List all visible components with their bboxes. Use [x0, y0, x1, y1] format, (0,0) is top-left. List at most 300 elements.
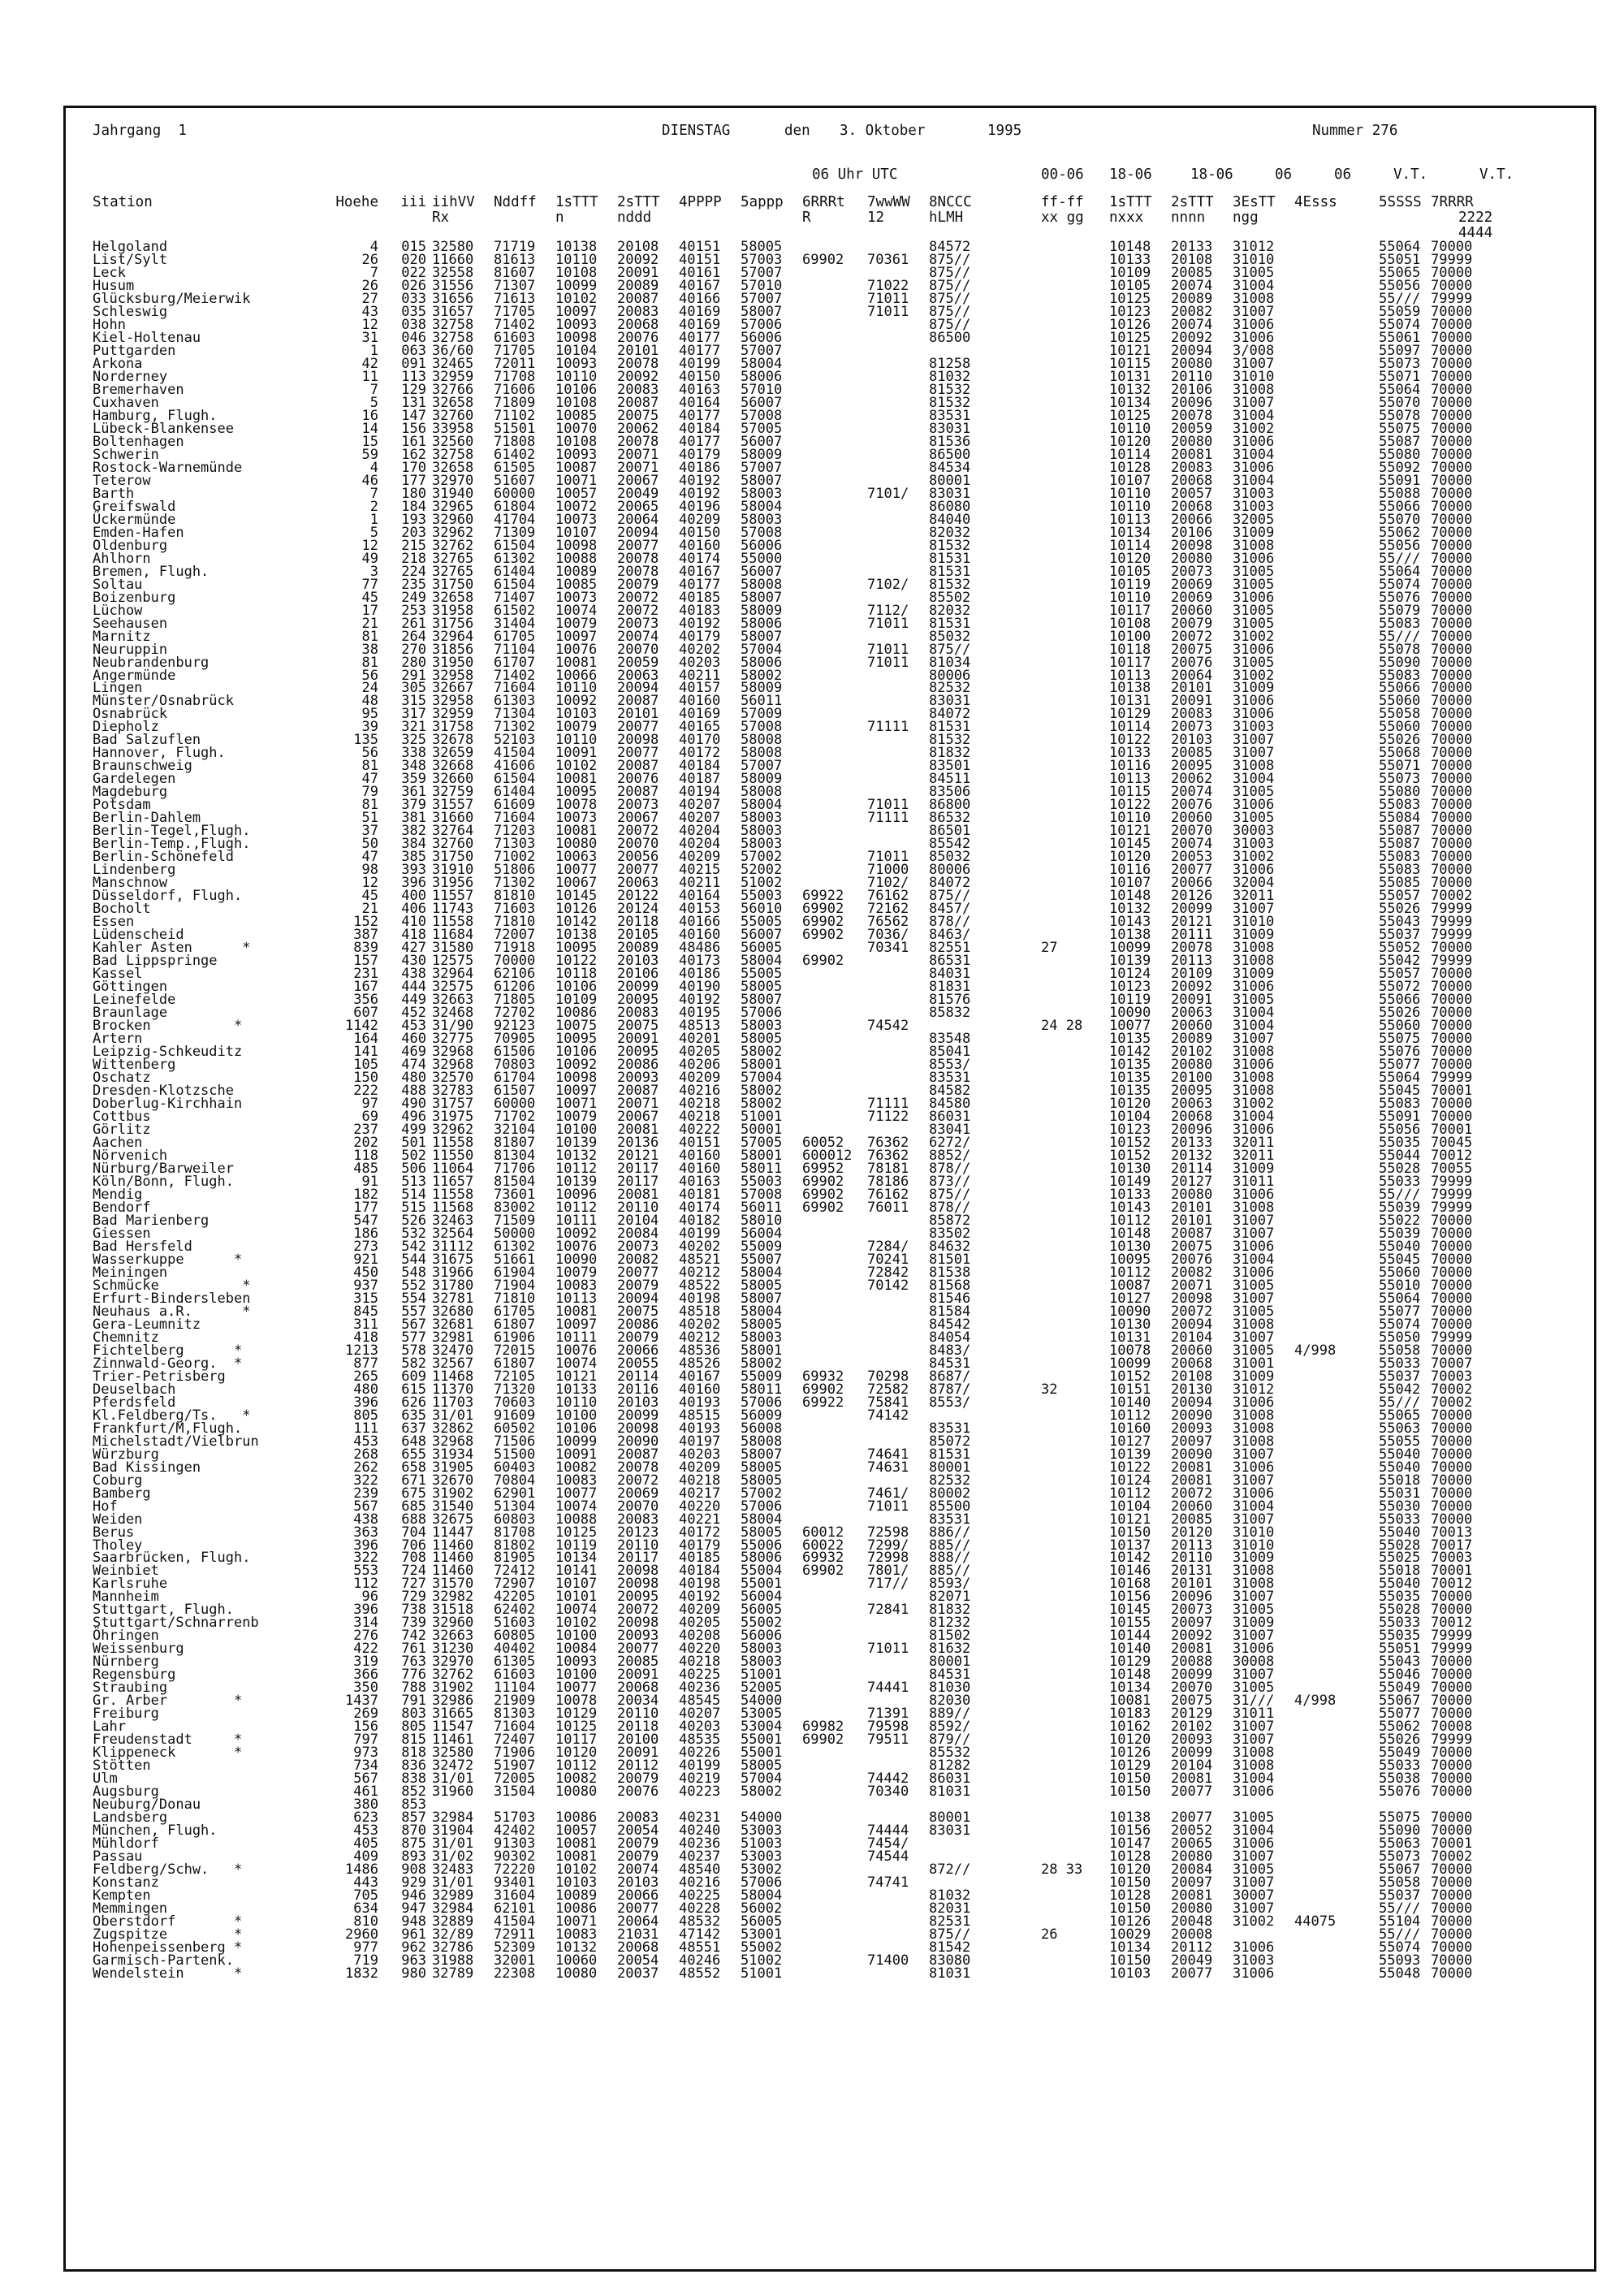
cell-5ssss: 55087	[1379, 433, 1421, 450]
station-name: Bremen, Flugh.	[93, 563, 209, 580]
cell-2sttt-min: 20099	[1171, 1667, 1213, 1684]
cell-2sttt-min: 20077	[1171, 1810, 1213, 1827]
cell-7rrrr: 70000	[1431, 1498, 1473, 1515]
cell-2sttt: 20090	[617, 1433, 659, 1450]
cell-4pppp: 40169	[679, 303, 721, 320]
cell-1sttt-max: 10138	[1109, 927, 1151, 944]
cell-1sttt-max: 10107	[1109, 875, 1151, 892]
cell-7rrrr: 70002	[1431, 1848, 1473, 1866]
cell-5ssss: 55097	[1379, 342, 1421, 359]
cell-1sttt: 10139	[555, 1173, 598, 1190]
cell-2sttt-min: 20104	[1171, 1758, 1213, 1775]
cell-7rrrr: 70000	[1431, 1913, 1473, 1931]
cell-7rrrr: 70003	[1431, 1368, 1473, 1385]
cell-2sttt-min: 20096	[1171, 1121, 1213, 1138]
cell-nddff: 81905	[494, 1550, 536, 1567]
cell-2sttt-min: 20072	[1171, 1485, 1213, 1502]
cell-3estt: 31004	[1233, 472, 1275, 489]
cell-iii: 554	[401, 1290, 426, 1307]
cell-nddff: 71810	[494, 914, 536, 931]
cell-4pppp: 40177	[679, 407, 721, 424]
cell-5appp: 55002	[741, 1939, 783, 1957]
cell-3estt: 31///	[1233, 1693, 1275, 1710]
cell-nddff: 51304	[494, 1498, 536, 1515]
station-name: Neubrandenburg	[93, 654, 209, 671]
vt1-header: V.T.	[1393, 166, 1428, 183]
cell-5ssss: 55043	[1379, 1654, 1421, 1671]
cell-4pppp: 40187	[679, 771, 721, 788]
cell-2sttt-min: 20081	[1171, 1641, 1213, 1658]
cell-4pppp: 40202	[679, 1316, 721, 1333]
cell-nddff: 81708	[494, 1524, 536, 1541]
cell-2sttt-min: 20097	[1171, 1615, 1213, 1632]
cell-2sttt: 20093	[617, 1070, 659, 1087]
cell-5appp: 55004	[741, 1563, 783, 1580]
cell-iihvv: 32760	[432, 836, 474, 853]
cell-2sttt: 20078	[617, 550, 659, 567]
cell-7rrrr: 70000	[1431, 355, 1473, 372]
vt2-header: V.T.	[1479, 166, 1514, 183]
cell-1sttt: 10071	[555, 1913, 598, 1931]
cell-1sttt-max: 10150	[1109, 1952, 1151, 1970]
cell-nddff: 61504	[494, 771, 536, 788]
station-name: Berlin-Tegel,Flugh.	[93, 823, 251, 840]
cell-hoehe: 387	[353, 927, 378, 944]
station-name: Karlsruhe	[93, 1576, 168, 1593]
cell-1sttt-max: 10090	[1109, 1005, 1151, 1022]
cell-3estt: 31006	[1233, 1784, 1275, 1801]
cell-1sttt-max: 10120	[1109, 849, 1151, 866]
cell-iihvv: 31757	[432, 1096, 474, 1112]
cell-2sttt-min: 20098	[1171, 1290, 1213, 1307]
cell-iii: 515	[401, 1199, 426, 1216]
cell-3estt: 31006	[1233, 862, 1275, 879]
cell-iii: 853	[401, 1797, 426, 1814]
cell-1sttt-max: 10135	[1109, 1031, 1151, 1048]
station-name: Zugspitze *	[93, 1926, 243, 1944]
cell-5appp: 55005	[741, 914, 783, 931]
cell-7rrrr: 79999	[1431, 1186, 1473, 1203]
cell-4pppp: 40237	[679, 1848, 721, 1866]
cell-nddff: 61305	[494, 1654, 536, 1671]
cell-5ssss: 55063	[1379, 1836, 1421, 1853]
cell-iii: 514	[401, 1186, 426, 1203]
station-name: Hamburg, Flugh.	[93, 407, 218, 424]
cell-6rrrt: 69902	[802, 1563, 844, 1580]
station-name: Michelstadt/Vielbrun	[93, 1433, 259, 1450]
cell-2sttt: 20103	[617, 1874, 659, 1892]
cell-iii: 761	[401, 1641, 426, 1658]
cell-1sttt-max: 10128	[1109, 1887, 1151, 1905]
cell-7rrrr: 79999	[1431, 1329, 1473, 1346]
cell-2sttt: 20079	[617, 1771, 659, 1788]
cell-5ssss: 55037	[1379, 1887, 1421, 1905]
col-header-1sttt-max-sub: nxxx	[1109, 210, 1144, 226]
cell-3estt: 31008	[1233, 1407, 1275, 1424]
cell-7rrrr: 70055	[1431, 1160, 1473, 1177]
cell-4pppp: 40212	[679, 1329, 721, 1346]
cell-iihvv: 32962	[432, 524, 474, 541]
cell-7rrrr: 70000	[1431, 420, 1473, 437]
cell-3estt: 31004	[1233, 771, 1275, 788]
cell-5appp: 53001	[741, 1926, 783, 1944]
cell-8nccc: 83531	[929, 1420, 971, 1437]
cell-2sttt-min: 20099	[1171, 1745, 1213, 1762]
cell-nddff: 72412	[494, 1563, 536, 1580]
cell-1sttt: 10093	[555, 355, 598, 372]
cell-2sttt-min: 20080	[1171, 1900, 1213, 1918]
cell-1sttt: 10103	[555, 706, 598, 723]
cell-1sttt: 10106	[555, 1420, 598, 1437]
cell-2sttt: 20108	[617, 239, 659, 255]
cell-8nccc: 8787/	[929, 1381, 971, 1398]
cell-1sttt: 10139	[555, 1134, 598, 1151]
cell-1sttt-max: 10152	[1109, 1147, 1151, 1164]
cell-8nccc: 81532	[929, 732, 971, 749]
cell-1sttt-max: 10134	[1109, 394, 1151, 411]
cell-8nccc: 81542	[929, 1939, 971, 1957]
cell-iii: 490	[401, 1096, 426, 1112]
cell-7rrrr: 70003	[1431, 1550, 1473, 1567]
cell-hoehe: 77	[361, 576, 378, 593]
cell-iihvv: 32758	[432, 446, 474, 463]
cell-7rrrr: 70000	[1431, 1926, 1473, 1944]
cell-iii: 635	[401, 1407, 426, 1424]
cell-2sttt: 20082	[617, 1251, 659, 1268]
cell-4pppp: 40186	[679, 966, 721, 983]
cell-8nccc: 85832	[929, 1005, 971, 1022]
cell-iihvv: 32781	[432, 1290, 474, 1307]
station-name: Bocholt	[93, 901, 151, 918]
cell-7rrrr: 70000	[1431, 1108, 1473, 1125]
cell-3estt: 31005	[1233, 992, 1275, 1009]
cell-hoehe: 81	[361, 628, 378, 645]
cell-iii: 162	[401, 446, 426, 463]
cell-1sttt: 10101	[555, 1589, 598, 1606]
cell-2sttt: 20087	[617, 758, 659, 775]
cell-7wwww: 70361	[867, 251, 909, 268]
cell-1sttt-max: 10150	[1109, 1771, 1151, 1788]
cell-iii: 788	[401, 1680, 426, 1697]
cell-1sttt-max: 10145	[1109, 1602, 1151, 1619]
cell-hoehe: 5	[369, 524, 378, 541]
cell-iii: 396	[401, 875, 426, 892]
cell-4pppp: 40223	[679, 1784, 721, 1801]
cell-nddff: 61609	[494, 797, 536, 814]
cell-iihvv: 32558	[432, 264, 474, 281]
cell-5ssss: 55037	[1379, 1368, 1421, 1385]
cell-iii: 961	[401, 1926, 426, 1944]
station-name: Köln/Bonn, Flugh.	[93, 1173, 234, 1190]
cell-hoehe: 553	[353, 1563, 378, 1580]
cell-iii: 379	[401, 797, 426, 814]
cell-1sttt-max: 10129	[1109, 1758, 1151, 1775]
cell-1sttt-max: 10110	[1109, 498, 1151, 515]
cell-7rrrr: 70000	[1431, 407, 1473, 424]
cell-7wwww: 74444	[867, 1823, 909, 1840]
cell-hoehe: 322	[353, 1550, 378, 1567]
cell-5appp: 56007	[741, 433, 783, 450]
cell-iii: 180	[401, 485, 426, 502]
cell-2sttt: 20070	[617, 1498, 659, 1515]
cell-1sttt: 10102	[555, 290, 598, 307]
cell-1sttt: 10097	[555, 303, 598, 320]
station-name: Osnabrück	[93, 706, 168, 723]
cell-iii: 738	[401, 1602, 426, 1619]
cell-8nccc: 875//	[929, 888, 971, 905]
cell-2sttt-min: 20092	[1171, 329, 1213, 346]
cell-4pppp: 40220	[679, 1498, 721, 1515]
cell-1sttt-max: 10130	[1109, 1160, 1151, 1177]
cell-3estt: 31002	[1233, 628, 1275, 645]
cell-3estt: 31002	[1233, 849, 1275, 866]
cell-2sttt: 20083	[617, 303, 659, 320]
cell-7rrrr: 70000	[1431, 1290, 1473, 1307]
cell-7wwww: 717//	[867, 1576, 909, 1593]
cell-5appp: 56005	[741, 1913, 783, 1931]
cell-2sttt: 20067	[617, 810, 659, 827]
cell-1sttt: 10086	[555, 1810, 598, 1827]
cell-2sttt: 20087	[617, 784, 659, 801]
cell-iihvv: 32470	[432, 1342, 474, 1359]
cell-3estt: 31007	[1233, 1511, 1275, 1528]
station-name: Konstanz	[93, 1874, 159, 1892]
cell-2sttt: 20081	[617, 1121, 659, 1138]
cell-iii: 131	[401, 394, 426, 411]
cell-1sttt: 10091	[555, 745, 598, 762]
cell-iii: 857	[401, 1810, 426, 1827]
cell-1sttt-max: 10131	[1109, 368, 1151, 385]
cell-5appp: 51001	[741, 1667, 783, 1684]
cell-hoehe: 105	[353, 1057, 378, 1074]
cell-4pppp: 40177	[679, 433, 721, 450]
cell-1sttt-max: 10149	[1109, 1173, 1151, 1190]
cell-iii: 739	[401, 1615, 426, 1632]
cell-1sttt: 10102	[555, 1615, 598, 1632]
cell-iihvv: 31/01	[432, 1836, 474, 1853]
cell-8nccc: 84534	[929, 459, 971, 476]
cell-1sttt-max: 10117	[1109, 602, 1151, 619]
cell-hoehe: 98	[361, 862, 378, 879]
cell-7wwww: 71111	[867, 1096, 909, 1112]
cell-7rrrr: 79999	[1431, 1628, 1473, 1645]
cell-4pppp: 40228	[679, 1900, 721, 1918]
col-header-6rrrt: 6RRRt	[802, 194, 845, 210]
cell-1sttt-max: 10114	[1109, 719, 1151, 736]
cell-iihvv: 32982	[432, 1589, 474, 1606]
cell-nddff: 71320	[494, 1381, 536, 1398]
station-name: Doberlug-Kirchhain	[93, 1096, 243, 1112]
cell-1sttt-max: 10126	[1109, 316, 1151, 333]
cell-nddff: 90302	[494, 1848, 536, 1866]
cell-7rrrr: 70013	[1431, 1524, 1473, 1541]
cell-hoehe: 356	[353, 992, 378, 1009]
cell-nddff: 51500	[494, 1446, 536, 1463]
cell-2sttt: 20112	[617, 1758, 659, 1775]
cell-1sttt: 10110	[555, 251, 598, 268]
cell-1sttt-max: 10108	[1109, 615, 1151, 632]
cell-1sttt: 10092	[555, 1225, 598, 1242]
station-name: Oschatz	[93, 1070, 151, 1087]
cell-3estt: 31007	[1233, 1031, 1275, 1048]
cell-4pppp: 40170	[679, 732, 721, 749]
cell-nddff: 31604	[494, 1887, 536, 1905]
cell-3estt: 31008	[1233, 1070, 1275, 1087]
cell-7rrrr: 70000	[1431, 1446, 1473, 1463]
cell-nddff: 52309	[494, 1939, 536, 1957]
cell-1sttt-max: 10140	[1109, 1394, 1151, 1411]
cell-iii: 410	[401, 914, 426, 931]
cell-4pppp: 40163	[679, 1173, 721, 1190]
cell-nddff: 71918	[494, 940, 536, 957]
station-name: Memmingen	[93, 1900, 168, 1918]
col-header-ffff: ff-ff	[1041, 194, 1084, 210]
cell-hoehe: 485	[353, 1160, 378, 1177]
cell-1sttt-max: 10134	[1109, 1939, 1151, 1957]
cell-hoehe: 26	[361, 251, 378, 268]
station-name: Stuttgart/Schnarrenb	[93, 1615, 259, 1632]
cell-4pppp: 40192	[679, 615, 721, 632]
cell-8nccc: 81831	[929, 979, 971, 996]
cell-7wwww: 70298	[867, 1368, 909, 1385]
cell-3estt: 31009	[1233, 1368, 1275, 1385]
cell-4pppp: 40209	[679, 511, 721, 528]
cell-8nccc: 8483/	[929, 1342, 971, 1359]
cell-1sttt-max: 10128	[1109, 1848, 1151, 1866]
col-header-4esss: 4Esss	[1294, 194, 1337, 210]
cell-4pppp: 40195	[679, 1005, 721, 1022]
cell-7wwww: 79598	[867, 1719, 909, 1736]
cell-hoehe: 315	[353, 1290, 378, 1307]
cell-7wwww: 71111	[867, 810, 909, 827]
cell-hoehe: 157	[353, 953, 378, 970]
cell-1sttt: 10107	[555, 524, 598, 541]
station-name: Bad Salzuflen	[93, 732, 201, 749]
cell-2sttt: 20063	[617, 875, 659, 892]
cell-iihvv: 31956	[432, 875, 474, 892]
cell-5ssss: 55083	[1379, 667, 1421, 684]
cell-nddff: 51607	[494, 472, 536, 489]
cell-5appp: 57007	[741, 758, 783, 775]
cell-nddff: 61504	[494, 537, 536, 554]
cell-4pppp: 40225	[679, 1887, 721, 1905]
cell-5appp: 56005	[741, 940, 783, 957]
cell-5ssss: 55026	[1379, 901, 1421, 918]
cell-iii: 724	[401, 1563, 426, 1580]
cell-8nccc: 86501	[929, 823, 971, 840]
cell-5appp: 57007	[741, 342, 783, 359]
cell-hoehe: 164	[353, 1031, 378, 1048]
cell-7rrrr: 70000	[1431, 1277, 1473, 1294]
cell-nddff: 72011	[494, 355, 536, 372]
cell-1sttt: 10141	[555, 1563, 598, 1580]
cell-iihvv: 31966	[432, 1264, 474, 1281]
cell-5appp: 58002	[741, 1784, 783, 1801]
cell-5appp: 55001	[741, 1745, 783, 1762]
cell-5appp: 58005	[741, 1031, 783, 1048]
cell-2sttt: 20110	[617, 1537, 659, 1554]
cell-5ssss: 55046	[1379, 1667, 1421, 1684]
cell-2sttt-min: 20066	[1171, 875, 1213, 892]
cell-iii: 430	[401, 953, 426, 970]
cell-6rrrt: 69922	[802, 1394, 844, 1411]
cell-1sttt: 10086	[555, 1005, 598, 1022]
cell-5appp: 58006	[741, 615, 783, 632]
cell-1sttt-max: 10133	[1109, 251, 1151, 268]
cell-5ssss: 55057	[1379, 966, 1421, 983]
cell-iii: 908	[401, 1861, 426, 1879]
cell-2sttt: 20121	[617, 1147, 659, 1164]
cell-5appp: 57003	[741, 251, 783, 268]
cell-5appp: 57007	[741, 264, 783, 281]
cell-hoehe: 47	[361, 849, 378, 866]
cell-1sttt: 10106	[555, 979, 598, 996]
cell-hoehe: 319	[353, 1654, 378, 1671]
cell-3estt: 31006	[1233, 1057, 1275, 1074]
station-name: Wasserkuppe *	[93, 1251, 243, 1268]
cell-iii: 552	[401, 1277, 426, 1294]
cell-1sttt: 10134	[555, 1550, 598, 1567]
cell-iii: 291	[401, 667, 426, 684]
cell-5ssss: 55088	[1379, 485, 1421, 502]
cell-iii: 184	[401, 498, 426, 515]
cell-3estt: 31010	[1233, 368, 1275, 385]
station-name: Oberstdorf *	[93, 1913, 243, 1931]
cell-iii: 381	[401, 810, 426, 827]
cell-3estt: 31005	[1233, 1303, 1275, 1320]
cell-5ssss: 55080	[1379, 784, 1421, 801]
cell-2sttt-min: 20089	[1171, 1031, 1213, 1048]
cell-nddff: 71810	[494, 1290, 536, 1307]
cell-iii: 506	[401, 1160, 426, 1177]
cell-8nccc: 878//	[929, 1160, 971, 1177]
cell-2sttt: 20091	[617, 1031, 659, 1048]
cell-hoehe: 112	[353, 1576, 378, 1593]
cell-5appp: 51001	[741, 1108, 783, 1125]
cell-1sttt-max: 10160	[1109, 1420, 1151, 1437]
cell-hoehe: 937	[353, 1277, 378, 1294]
cell-iii: 532	[401, 1225, 426, 1242]
cell-1sttt-max: 10139	[1109, 1446, 1151, 1463]
cell-7wwww: 7102/	[867, 576, 909, 593]
cell-1sttt: 10080	[555, 836, 598, 853]
cell-5appp: 56005	[741, 1602, 783, 1619]
cell-4pppp: 40202	[679, 1238, 721, 1255]
station-name: Nürburg/Barweiler	[93, 1160, 234, 1177]
cell-2sttt-min: 20092	[1171, 1628, 1213, 1645]
cell-5appp: 58007	[741, 589, 783, 606]
cell-nddff: 81802	[494, 1537, 536, 1554]
cell-4pppp: 40209	[679, 1070, 721, 1087]
cell-nddff: 71102	[494, 407, 536, 424]
cell-2sttt: 20072	[617, 589, 659, 606]
cell-iii: 742	[401, 1628, 426, 1645]
cell-hoehe: 42	[361, 355, 378, 372]
station-name: Trier-Petrisberg	[93, 1368, 226, 1385]
cell-hoehe: 31	[361, 329, 378, 346]
cell-3estt: 31008	[1233, 1044, 1275, 1061]
cell-2sttt-min: 20077	[1171, 1965, 1213, 1982]
cell-7wwww: 70341	[867, 940, 909, 957]
cell-1sttt: 10082	[555, 1459, 598, 1476]
cell-iihvv: 31570	[432, 1576, 474, 1593]
cell-iihvv: 11468	[432, 1368, 474, 1385]
cell-1sttt: 10108	[555, 394, 598, 411]
cell-3estt: 31005	[1233, 1861, 1275, 1879]
cell-iihvv: 11064	[432, 1160, 474, 1177]
station-name: Brocken *	[93, 1018, 243, 1035]
issue-number: Nummer 276	[1312, 123, 1398, 139]
